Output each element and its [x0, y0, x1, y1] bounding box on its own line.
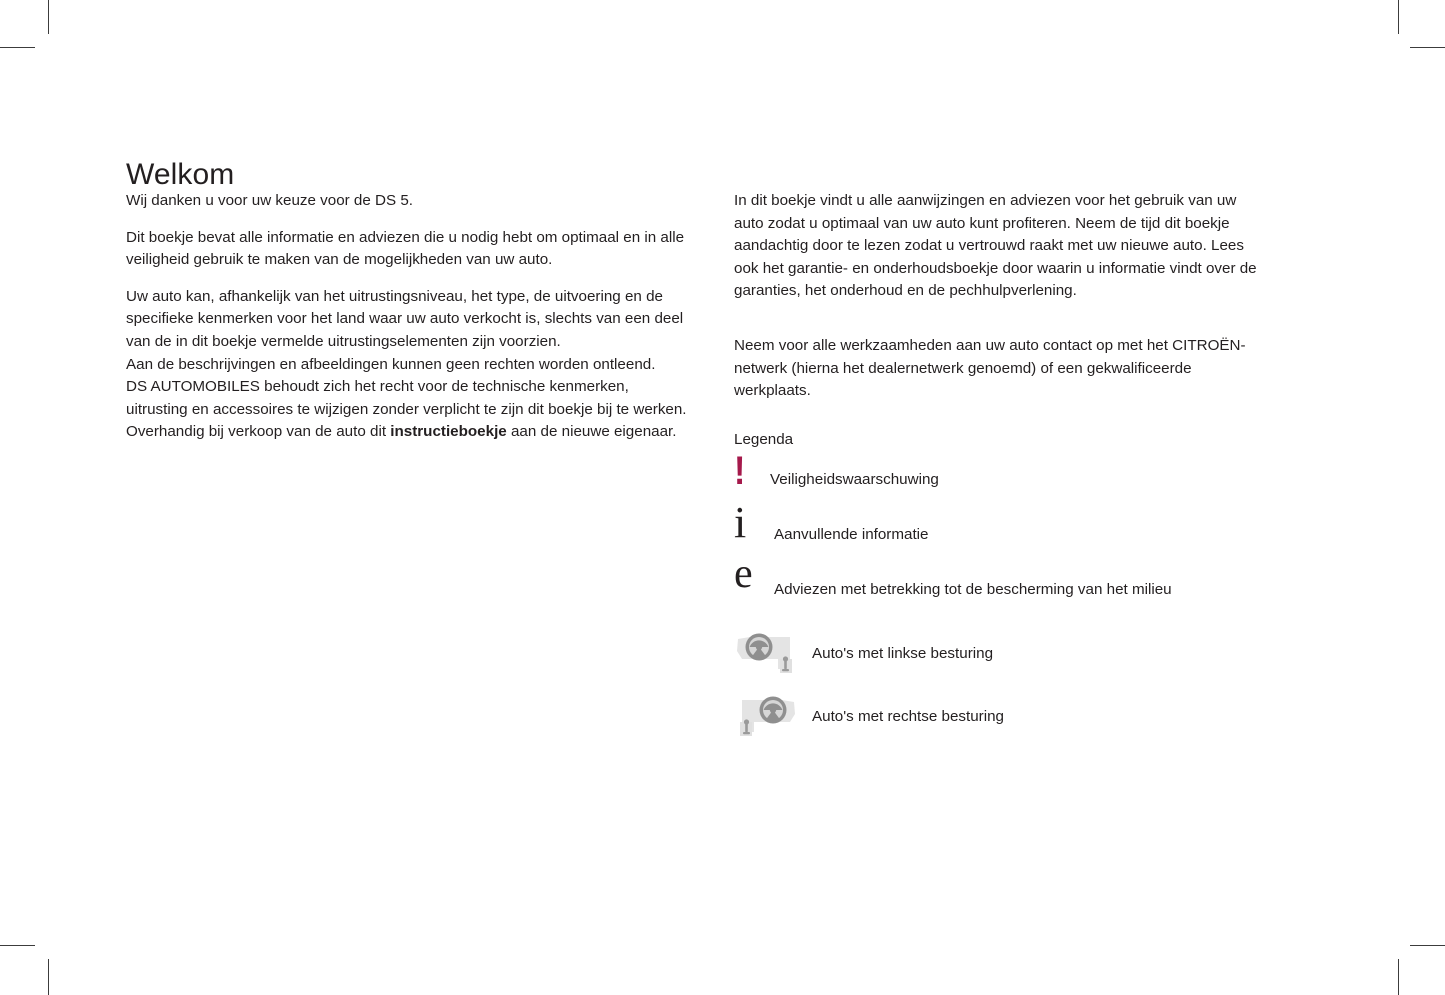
left-text-column [126, 190, 688, 444]
paragraph-thanks: Wij danken u voor uw keuze voor de DS 5. [126, 192, 414, 209]
paragraph-dealer-network: Neem voor alle werkzaamheden aan uw auto contact op met het CITROËN-netwerk (hierna het dealernetwerk genoemd) of een gekwalificeerde werkplaats. [734, 336, 1246, 400]
crop-mark-top-left-horizontal [0, 47, 35, 48]
legend-item-label: Veiligheidswaarschuwing [770, 471, 939, 489]
crop-mark-bottom-left-vertical [48, 959, 49, 995]
exclamation-mark-glyph: ! [734, 449, 746, 494]
legend-item-right-hand-drive [734, 691, 1258, 741]
information-i-glyph: i [734, 498, 747, 548]
legend-list [734, 449, 1258, 741]
legend-item-left-hand-drive [734, 628, 1258, 678]
paragraph-no-rights: Aan de beschrijvingen en afbeeldingen kunnen geen rechten worden ontleend. [126, 355, 656, 373]
exclamation-mark-icon [734, 449, 770, 503]
legend-heading: Legenda [734, 430, 794, 448]
environment-e-glyph: e [734, 551, 753, 598]
crop-mark-bottom-left-horizontal [0, 945, 35, 946]
paragraph-ds-automobiles-rights: DS AUTOMOBILES behoudt zich het recht voor de technische kenmerken, uitrusting en accessoires te wijzigen zonder verplicht te zijn dit boekje bij te werken. [126, 378, 687, 418]
crop-mark-bottom-right-horizontal [1410, 945, 1445, 946]
right-hand-drive-steering-wheel-icon [734, 692, 812, 740]
paragraph-equipment-levels: Uw auto kan, afhankelijk van het uitrustingsniveau, het type, de uitvoering en de specifieke kenmerken voor het land waar uw auto verkocht is, slechts van een deel van de in dit boekje vermelde uitrustingselementen zijn voorzien. [126, 287, 684, 350]
crop-mark-bottom-right-vertical [1398, 959, 1399, 995]
legend-item-label: Aanvullende informatie [774, 526, 929, 544]
page-title: Welkom [126, 158, 235, 192]
handover-text-after: aan de nieuwe eigenaar. [506, 423, 677, 441]
right-text-column [734, 190, 1258, 741]
legend-item-safety-warning [734, 449, 1258, 503]
right-hand-drive-svg [734, 692, 798, 740]
crop-mark-top-right-horizontal [1410, 47, 1445, 48]
paragraph-instructions-overview: In dit boekje vindt u alle aanwijzingen en adviezen voor het gebruik van uw auto zodat u optimaal van uw auto kunt profiteren. Neem de tijd dit boekje aandachtig door te lezen zodat u vertrouwd raakt met uw nieuwe auto. Lees ook het garantie- en onderhoudsboekje door waarin u informatie vindt over de garanties, het onderhoud en de pechhulpverlening. [734, 192, 1257, 300]
left-hand-drive-steering-wheel-icon [734, 629, 812, 677]
crop-mark-top-right-vertical [1398, 0, 1399, 34]
handover-text-before: Overhandig bij verkoop van de auto dit [126, 423, 391, 441]
handover-text-bold: instructieboekje [390, 423, 507, 441]
crop-mark-top-left-vertical [48, 0, 49, 34]
legend-item-label: Adviezen met betrekking tot de bescherming van het milieu [774, 581, 1172, 599]
paragraph-handover-on-sale [126, 421, 688, 444]
legend-item-label: Auto's met linkse besturing [812, 644, 994, 662]
legend-item-environment-advice [734, 551, 1258, 615]
left-hand-drive-svg [734, 629, 798, 677]
environment-e-icon [734, 551, 774, 615]
legend-item-label: Auto's met rechtse besturing [812, 707, 1004, 725]
legend-item-additional-information [734, 498, 1258, 560]
paragraph-booklet-contents: Dit boekje bevat alle informatie en adviezen die u nodig hebt om optimaal en in alle veiligheid gebruik te maken van de mogelijkheden van uw auto. [126, 228, 685, 269]
